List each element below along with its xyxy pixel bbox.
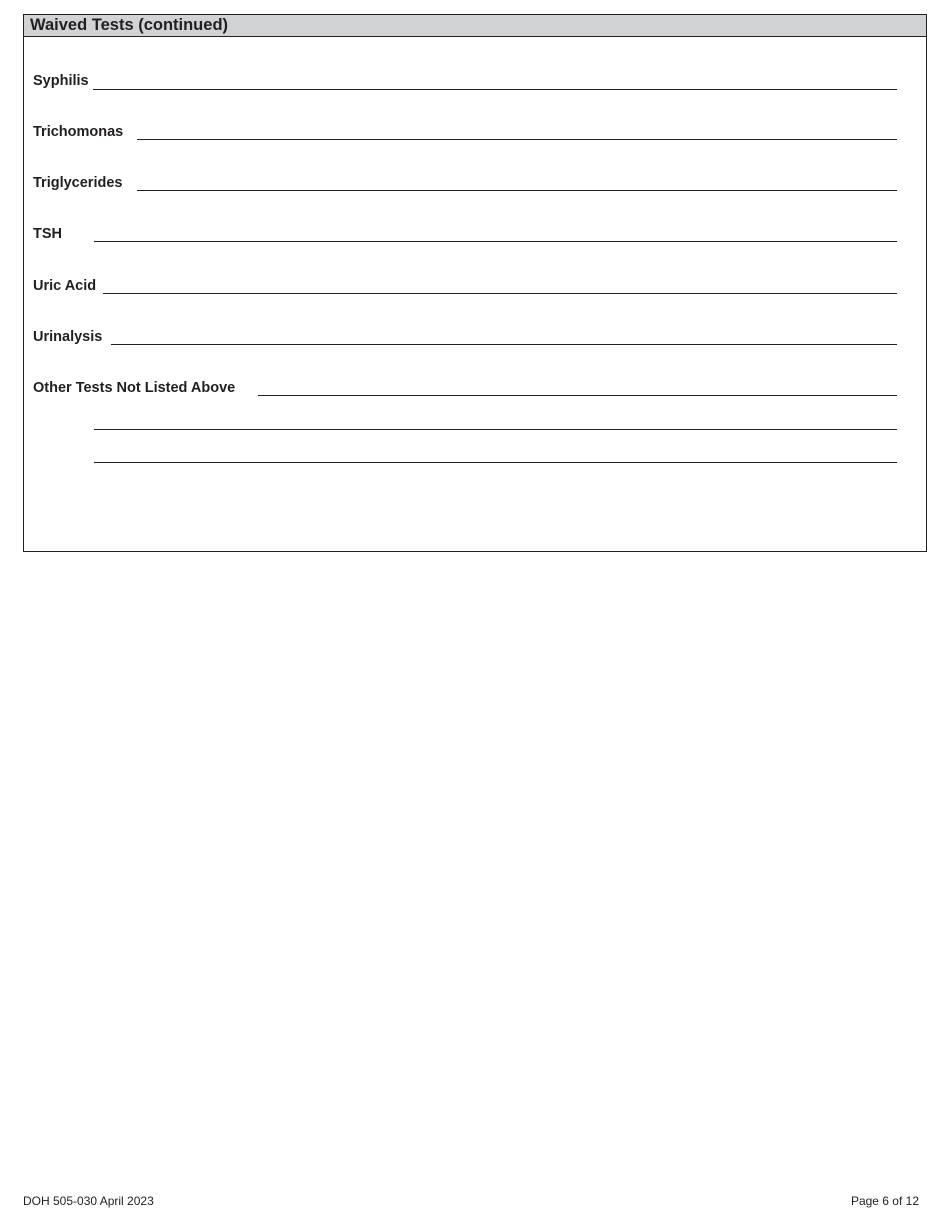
- syphilis-label: Syphilis: [33, 73, 89, 89]
- tsh-label: TSH: [33, 226, 62, 242]
- other-tests-field-2[interactable]: [94, 429, 897, 430]
- uric-acid-field[interactable]: [103, 293, 897, 294]
- uric-acid-label: Uric Acid: [33, 278, 97, 294]
- trichomonas-field[interactable]: [137, 139, 897, 140]
- triglycerides-field[interactable]: [137, 190, 897, 191]
- other-tests-label: Other Tests Not Listed Above: [33, 380, 236, 396]
- triglycerides-label: Triglycerides: [33, 175, 123, 191]
- section-title: Waived Tests (continued): [30, 16, 229, 34]
- tsh-field[interactable]: [94, 241, 897, 242]
- waived-tests-section: [23, 14, 927, 552]
- syphilis-field[interactable]: [93, 89, 897, 90]
- urinalysis-field[interactable]: [111, 344, 897, 345]
- page-number: Page 6 of 12: [850, 1194, 919, 1208]
- trichomonas-label: Trichomonas: [33, 124, 124, 140]
- section-header: [24, 15, 926, 37]
- other-tests-field-3[interactable]: [94, 462, 897, 463]
- form-id: DOH 505-030 April 2023: [23, 1194, 154, 1208]
- other-tests-field-1[interactable]: [258, 395, 897, 396]
- urinalysis-label: Urinalysis: [33, 329, 103, 345]
